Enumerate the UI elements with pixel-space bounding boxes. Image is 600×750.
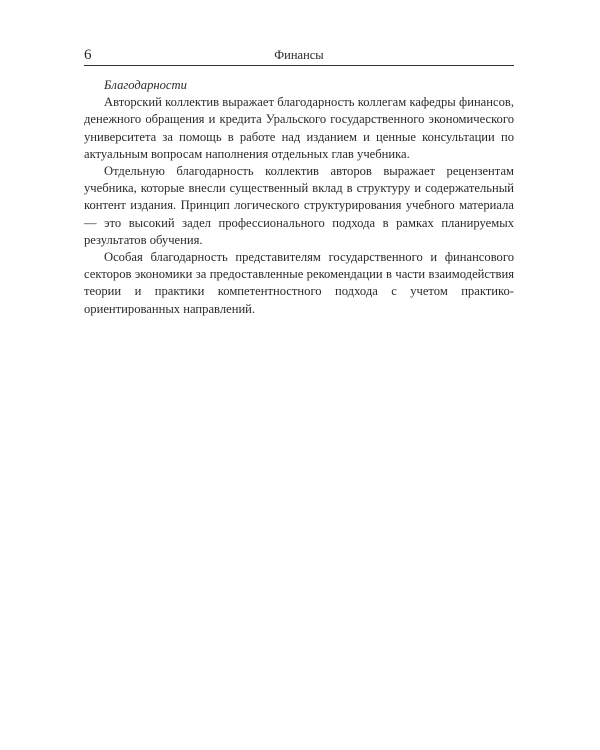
running-head bbox=[84, 46, 514, 64]
paragraph-acknowledgement-sectors: Особая благодарность представителям государственного и финансового секторов экономики за предоставленные рекомендации в части взаимодействия теории и практики компетентностного подхода с учетом практико-ориентированных направлений. bbox=[84, 250, 514, 316]
paragraph-acknowledgement-reviewers: Отдельную благодарность коллектив авторов выражает рецензентам учебника, которые внесли существенный вклад в структуру и содержательный контент издания. Принцип логического структурирования учебного материала — это высокий задел профессионального подхода в рамках планируемых результатов обучения. bbox=[84, 164, 514, 247]
running-title: Финансы bbox=[274, 48, 324, 62]
page-content bbox=[84, 77, 514, 318]
header-rule bbox=[84, 65, 514, 66]
page-number: 6 bbox=[84, 47, 92, 63]
paragraph-acknowledgement-colleagues: Авторский коллектив выражает благодарность коллегам кафедры финансов, денежного обращения и кредита Уральского государственного экономического университета за помощь в работе над изданием и ценные консультации по актуальным вопросам наполнения отдельных глав учебника. bbox=[84, 95, 514, 161]
section-heading: Благодарности bbox=[104, 78, 187, 92]
